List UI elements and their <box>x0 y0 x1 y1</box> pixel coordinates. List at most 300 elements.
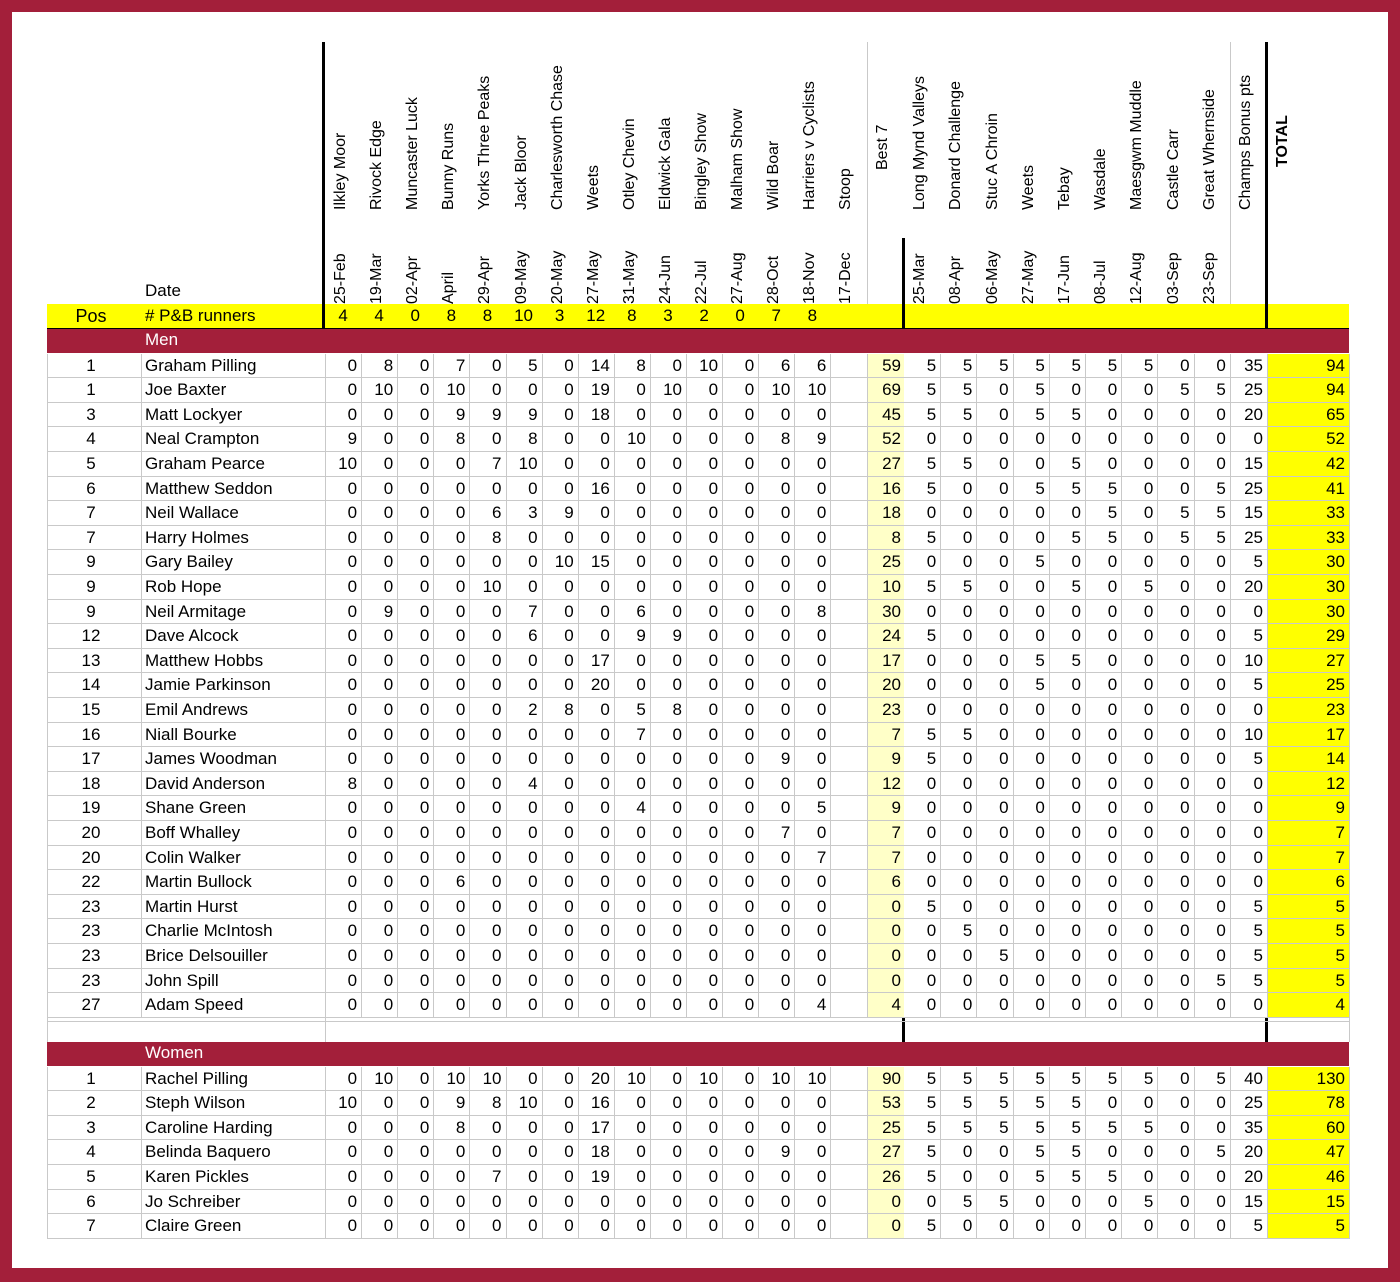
score-cell: 0 <box>419 478 430 498</box>
score-cell: 0 <box>528 650 538 670</box>
score-cell: 10 <box>771 1068 791 1088</box>
champs-score-cell: 0 <box>1180 700 1190 719</box>
score-cell: 10 <box>374 1068 394 1088</box>
champs-score-cell: 0 <box>1071 1191 1081 1211</box>
score-cell: 0 <box>419 1068 430 1088</box>
score-cell: 0 <box>708 552 719 572</box>
score-cell: 8 <box>347 773 358 793</box>
champs-score-cell: 5 <box>999 1093 1009 1113</box>
total-cell: 6 <box>1335 872 1345 892</box>
score-cell: 0 <box>492 675 502 695</box>
best7-cell: 59 <box>882 355 901 375</box>
score-cell: 0 <box>744 823 755 842</box>
champs-score-cell: 5 <box>1071 577 1081 596</box>
score-cell: 0 <box>419 823 430 842</box>
bonus-cell: 0 <box>1253 872 1263 892</box>
total-cell: 17 <box>1326 724 1345 744</box>
champs-score-cell: 0 <box>1143 847 1154 867</box>
score-cell: 0 <box>383 823 394 842</box>
champs-score-cell: 0 <box>926 429 937 449</box>
champs-score-cell: 0 <box>1107 724 1118 744</box>
score-cell: 0 <box>347 1167 358 1186</box>
champs-score-cell: 0 <box>1035 429 1045 449</box>
champs-score-cell: 0 <box>1071 995 1081 1015</box>
score-cell: 0 <box>492 946 502 965</box>
champs-score-cell: 0 <box>1071 872 1081 892</box>
score-cell: 0 <box>636 1142 646 1162</box>
position-cell: 9 <box>86 601 96 621</box>
score-cell: 0 <box>419 601 430 621</box>
champs-score-cell: 5 <box>1216 970 1226 990</box>
runners-count: 4 <box>374 306 384 325</box>
race-name: Bingley Show <box>693 113 711 210</box>
score-cell: 8 <box>672 700 682 719</box>
champs-score-cell: 0 <box>1180 995 1190 1015</box>
runner-name: Martin Bullock <box>145 872 252 892</box>
score-cell: 0 <box>419 1216 430 1236</box>
score-cell: 0 <box>708 921 719 941</box>
position-cell: 13 <box>81 650 101 670</box>
champs-score-cell: 0 <box>962 798 973 818</box>
score-cell: 0 <box>564 454 574 473</box>
score-cell: 8 <box>492 527 502 547</box>
runner-name: Steph Wilson <box>145 1093 246 1113</box>
score-cell: 0 <box>347 404 358 424</box>
race-date: 03-Sep <box>1164 252 1182 304</box>
score-cell: 0 <box>455 675 466 695</box>
score-cell: 0 <box>708 946 719 965</box>
race-date: April <box>440 271 458 304</box>
champs-score-cell: 0 <box>1216 798 1226 818</box>
score-cell: 0 <box>708 724 719 744</box>
score-cell: 0 <box>383 1142 394 1162</box>
score-cell: 15 <box>590 552 610 572</box>
best7-cell: 25 <box>882 552 901 572</box>
champs-score-cell: 5 <box>962 1191 973 1211</box>
runner-name: Caroline Harding <box>145 1117 273 1137</box>
score-cell: 0 <box>672 478 682 498</box>
champs-score-cell: 5 <box>926 1216 937 1236</box>
score-cell: 9 <box>780 749 791 769</box>
score-cell: 0 <box>708 1142 719 1162</box>
score-cell: 0 <box>383 454 394 473</box>
score-cell: 0 <box>816 552 827 572</box>
score-cell: 20 <box>590 1068 610 1088</box>
best7-cell: 0 <box>891 1216 901 1236</box>
score-cell: 6 <box>492 503 502 523</box>
score-cell: 20 <box>590 675 610 695</box>
score-cell: 0 <box>636 380 646 400</box>
champs-score-cell: 5 <box>1071 1068 1081 1088</box>
score-cell: 0 <box>672 355 682 375</box>
champs-score-cell: 0 <box>1035 700 1045 719</box>
total-cell: 9 <box>1335 798 1345 818</box>
score-cell: 0 <box>636 1117 646 1137</box>
best7-cell: 10 <box>882 577 901 596</box>
score-cell: 6 <box>455 872 466 892</box>
score-cell: 0 <box>636 749 646 769</box>
best7-cell: 9 <box>891 749 901 769</box>
score-cell: 9 <box>564 503 574 523</box>
champs-score-cell: 0 <box>1035 626 1045 646</box>
runners-count: 2 <box>699 306 709 325</box>
score-cell: 0 <box>528 527 538 547</box>
champs-score-cell: 0 <box>1143 503 1154 523</box>
score-cell: 0 <box>419 429 430 449</box>
champs-score-cell: 0 <box>1143 454 1154 473</box>
score-cell: 0 <box>492 1191 502 1211</box>
score-cell: 0 <box>383 970 394 990</box>
score-cell: 0 <box>419 847 430 867</box>
champs-score-cell: 0 <box>1180 798 1190 818</box>
score-cell: 0 <box>419 896 430 916</box>
score-cell: 0 <box>816 1191 827 1211</box>
bonus-cell: 15 <box>1244 503 1263 523</box>
section-title: Men <box>145 330 179 349</box>
champs-score-cell: 0 <box>962 970 973 990</box>
race-name: Castle Carr <box>1164 129 1182 210</box>
score-cell: 10 <box>626 1068 646 1088</box>
champs-score-cell: 0 <box>1143 527 1154 547</box>
score-cell: 10 <box>554 552 574 572</box>
score-cell: 8 <box>564 700 574 719</box>
champs-score-cell: 5 <box>1143 1068 1154 1088</box>
score-cell: 0 <box>528 798 538 818</box>
score-cell: 0 <box>744 1167 755 1186</box>
score-cell: 0 <box>780 1191 791 1211</box>
champs-score-cell: 0 <box>999 823 1009 842</box>
champs-score-cell: 5 <box>999 1117 1009 1137</box>
champs-score-cell: 0 <box>1216 1117 1226 1137</box>
score-cell: 8 <box>528 429 538 449</box>
score-cell: 0 <box>708 872 719 892</box>
champs-score-cell: 5 <box>926 577 937 596</box>
position-cell: 20 <box>81 847 101 867</box>
runner-name: Claire Green <box>145 1216 242 1236</box>
champs-score-cell: 0 <box>1035 995 1045 1015</box>
runner-name: Neal Crampton <box>145 429 260 449</box>
champs-score-cell: 0 <box>999 577 1009 596</box>
score-cell: 0 <box>383 1191 394 1211</box>
champs-score-cell: 0 <box>926 552 937 572</box>
score-cell: 0 <box>347 650 358 670</box>
position-cell: 16 <box>81 724 101 744</box>
score-cell: 0 <box>564 1093 574 1113</box>
champs-score-cell: 5 <box>1071 527 1081 547</box>
champs-score-cell: 0 <box>999 478 1009 498</box>
score-cell: 0 <box>455 921 466 941</box>
total-cell: 4 <box>1335 995 1345 1015</box>
score-cell: 0 <box>708 626 719 646</box>
score-cell: 0 <box>564 675 574 695</box>
score-cell: 0 <box>492 355 502 375</box>
score-cell: 0 <box>600 946 610 965</box>
score-cell: 17 <box>590 1117 610 1137</box>
position-cell: 23 <box>81 896 101 916</box>
score-cell: 0 <box>564 478 574 498</box>
champs-score-cell: 0 <box>1143 1167 1154 1186</box>
score-cell: 0 <box>528 823 538 842</box>
score-cell: 0 <box>780 478 791 498</box>
champs-score-cell: 0 <box>999 798 1009 818</box>
champs-score-cell: 5 <box>926 724 937 744</box>
score-cell: 0 <box>744 1068 755 1088</box>
champs-score-cell: 0 <box>1143 601 1154 621</box>
total-cell: 5 <box>1335 1216 1345 1236</box>
champs-score-cell: 0 <box>1143 380 1154 400</box>
champs-score-cell: 5 <box>962 724 973 744</box>
score-cell: 0 <box>780 724 791 744</box>
score-cell: 8 <box>780 429 791 449</box>
champs-score-cell: 0 <box>1035 724 1045 744</box>
score-cell: 0 <box>600 995 610 1015</box>
score-cell: 0 <box>455 724 466 744</box>
champs-score-cell: 0 <box>999 552 1009 572</box>
score-cell: 0 <box>744 503 755 523</box>
score-cell: 0 <box>564 749 574 769</box>
position-cell: 17 <box>81 749 101 769</box>
champs-score-cell: 0 <box>1216 724 1226 744</box>
score-cell: 0 <box>708 478 719 498</box>
position-cell: 1 <box>86 1068 96 1088</box>
champs-score-cell: 0 <box>1180 478 1190 498</box>
score-cell: 0 <box>347 970 358 990</box>
score-cell: 0 <box>744 995 755 1015</box>
total-cell: 47 <box>1326 1142 1345 1162</box>
champs-score-cell: 5 <box>999 355 1009 375</box>
best7-cell: 0 <box>891 1191 901 1211</box>
runners-count: 8 <box>446 306 457 325</box>
champs-score-cell: 5 <box>1216 380 1226 400</box>
score-cell: 9 <box>347 429 358 449</box>
score-cell: 0 <box>347 577 358 596</box>
position-cell: 6 <box>86 1191 96 1211</box>
position-cell: 7 <box>86 527 96 547</box>
score-cell: 10 <box>626 429 646 449</box>
score-cell: 0 <box>600 601 610 621</box>
score-cell: 0 <box>672 1191 682 1211</box>
runner-name: Rachel Pilling <box>145 1068 248 1088</box>
champs-score-cell: 0 <box>962 1142 973 1162</box>
score-cell: 0 <box>455 847 466 867</box>
champs-score-cell: 5 <box>1071 1142 1081 1162</box>
score-cell: 0 <box>816 577 827 596</box>
race-name: Jack Bloor <box>512 135 530 210</box>
champs-score-cell: 0 <box>999 749 1009 769</box>
best7-header: Best 7 <box>874 124 891 170</box>
champs-score-cell: 0 <box>1180 626 1190 646</box>
total-cell: 42 <box>1326 454 1345 473</box>
score-cell: 0 <box>744 896 755 916</box>
champs-score-cell: 0 <box>1035 872 1045 892</box>
champs-score-cell: 0 <box>999 626 1009 646</box>
champs-score-cell: 0 <box>1180 1068 1190 1088</box>
champs-score-cell: 0 <box>1143 946 1154 965</box>
score-cell: 0 <box>780 503 791 523</box>
champs-score-cell: 0 <box>1143 650 1154 670</box>
score-cell: 0 <box>708 970 719 990</box>
score-cell: 10 <box>338 1093 358 1113</box>
best7-cell: 27 <box>882 1142 901 1162</box>
score-cell: 0 <box>780 527 791 547</box>
runner-name: Matthew Hobbs <box>145 650 264 670</box>
champs-score-cell: 0 <box>962 478 973 498</box>
score-cell: 0 <box>383 946 394 965</box>
score-cell: 0 <box>816 823 827 842</box>
champs-score-cell: 0 <box>1143 1093 1154 1113</box>
score-cell: 0 <box>780 995 791 1015</box>
champs-score-cell: 0 <box>962 503 973 523</box>
best7-cell: 12 <box>882 773 901 793</box>
best7-cell: 0 <box>891 946 901 965</box>
score-cell: 0 <box>492 478 502 498</box>
champs-score-cell: 0 <box>1107 946 1118 965</box>
race-name: Harriers v Cyclists <box>801 81 819 210</box>
score-cell: 0 <box>347 527 358 547</box>
score-cell: 0 <box>564 1191 574 1211</box>
total-cell: 5 <box>1335 921 1345 941</box>
champs-score-cell: 0 <box>926 503 937 523</box>
score-cell: 0 <box>816 946 827 965</box>
score-cell: 0 <box>492 773 502 793</box>
score-cell: 0 <box>816 404 827 424</box>
score-cell: 0 <box>528 749 538 769</box>
race-name: Maesgwm Muddle <box>1128 80 1146 210</box>
score-cell: 0 <box>744 970 755 990</box>
runners-count: 0 <box>735 306 745 325</box>
score-cell: 0 <box>455 946 466 965</box>
bonus-cell: 0 <box>1253 700 1263 719</box>
race-date: 20-May <box>548 250 566 304</box>
champs-score-cell: 5 <box>926 1068 937 1088</box>
champs-score-cell: 0 <box>1180 1216 1190 1236</box>
score-cell: 0 <box>708 429 719 449</box>
score-cell: 0 <box>780 454 791 473</box>
runner-name: Colin Walker <box>145 847 241 867</box>
champs-score-cell: 0 <box>1143 970 1154 990</box>
score-cell: 8 <box>455 429 466 449</box>
score-cell: 0 <box>708 823 719 842</box>
score-cell: 0 <box>347 823 358 842</box>
score-cell: 0 <box>600 577 610 596</box>
best7-cell: 0 <box>891 970 901 990</box>
score-cell: 0 <box>600 798 610 818</box>
score-cell: 0 <box>347 503 358 523</box>
score-cell: 0 <box>636 1191 646 1211</box>
score-cell: 0 <box>744 1142 755 1162</box>
score-cell: 8 <box>455 1117 466 1137</box>
score-cell: 0 <box>492 380 502 400</box>
champs-score-cell: 5 <box>926 1142 937 1162</box>
champs-score-cell: 0 <box>1035 503 1045 523</box>
champs-score-cell: 0 <box>1143 896 1154 916</box>
champs-score-cell: 0 <box>1107 823 1118 842</box>
champs-score-cell: 0 <box>1107 847 1118 867</box>
total-cell: 5 <box>1335 896 1345 916</box>
bonus-cell: 0 <box>1253 847 1263 867</box>
champs-score-cell: 0 <box>1216 872 1226 892</box>
score-cell: 0 <box>455 527 466 547</box>
score-cell: 7 <box>528 601 538 621</box>
score-cell: 0 <box>347 355 358 375</box>
score-cell: 0 <box>564 970 574 990</box>
race-name: Wasdale <box>1092 148 1110 210</box>
score-cell: 0 <box>636 552 646 572</box>
champs-score-cell: 0 <box>1035 946 1045 965</box>
score-cell: 0 <box>347 1191 358 1211</box>
champs-score-cell: 5 <box>1071 1167 1081 1186</box>
champs-score-cell: 0 <box>1071 1216 1081 1236</box>
race-date: 17-Dec <box>837 252 855 304</box>
bonus-cell: 20 <box>1244 577 1263 596</box>
score-cell: 0 <box>600 724 610 744</box>
champs-score-cell: 0 <box>999 503 1009 523</box>
score-cell: 0 <box>383 577 394 596</box>
champs-score-cell: 5 <box>926 749 937 769</box>
score-cell: 5 <box>816 798 827 818</box>
score-cell: 0 <box>564 872 574 892</box>
score-cell: 0 <box>744 1191 755 1211</box>
champs-score-cell: 5 <box>962 577 973 596</box>
score-cell: 10 <box>338 454 358 473</box>
score-cell: 0 <box>492 429 502 449</box>
runners-count: 3 <box>663 306 673 325</box>
champs-score-cell: 5 <box>1180 503 1190 523</box>
score-cell: 0 <box>672 847 682 867</box>
champs-score-cell: 5 <box>1035 1167 1045 1186</box>
score-cell: 0 <box>636 527 646 547</box>
score-cell: 0 <box>672 650 682 670</box>
bonus-cell: 5 <box>1253 1216 1263 1236</box>
score-cell: 0 <box>708 404 719 424</box>
race-date: 31-May <box>620 250 638 304</box>
champs-score-cell: 5 <box>999 946 1009 965</box>
score-cell: 0 <box>744 1093 755 1113</box>
score-cell: 0 <box>564 577 574 596</box>
runner-name: David Anderson <box>145 773 266 793</box>
score-cell: 0 <box>383 1117 394 1137</box>
score-cell: 0 <box>744 355 755 375</box>
champs-score-cell: 0 <box>999 921 1009 941</box>
champs-score-cell: 0 <box>926 872 937 892</box>
score-cell: 0 <box>528 380 538 400</box>
bonus-cell: 5 <box>1253 749 1263 769</box>
score-cell: 0 <box>780 1167 791 1186</box>
runner-name: Niall Bourke <box>145 724 237 744</box>
champs-score-cell: 0 <box>1035 527 1045 547</box>
bonus-cell: 5 <box>1253 970 1263 990</box>
total-cell: 94 <box>1326 380 1345 400</box>
champs-score-cell: 0 <box>1216 355 1226 375</box>
score-cell: 0 <box>455 1142 466 1162</box>
champs-score-cell: 0 <box>1180 675 1190 695</box>
runner-name: Harry Holmes <box>145 527 249 547</box>
best7-cell: 7 <box>891 724 901 744</box>
score-cell: 6 <box>636 601 646 621</box>
score-cell: 0 <box>636 872 646 892</box>
score-cell: 0 <box>347 380 358 400</box>
champs-score-cell: 0 <box>999 1167 1009 1186</box>
divider-total <box>1265 42 1268 328</box>
score-cell: 0 <box>744 921 755 941</box>
champs-score-cell: 5 <box>1107 355 1118 375</box>
score-cell: 8 <box>816 601 827 621</box>
score-cell: 0 <box>708 896 719 916</box>
champs-score-cell: 5 <box>1035 1142 1045 1162</box>
score-cell: 0 <box>528 1117 538 1137</box>
position-cell: 23 <box>81 946 101 965</box>
best7-cell: 0 <box>891 896 901 916</box>
